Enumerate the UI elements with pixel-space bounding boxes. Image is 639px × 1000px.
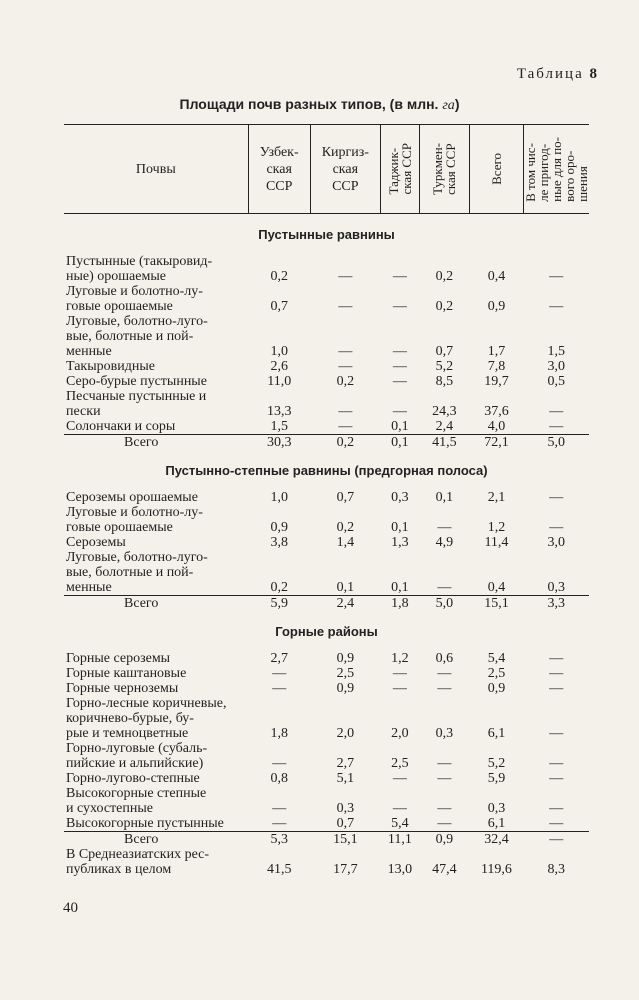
col-header-kyrgyz: Киргиз- ская ССР	[310, 125, 380, 214]
value-cell: —	[549, 269, 564, 284]
soil-name-cell: Всего	[64, 435, 248, 451]
value-cell: 0,2	[336, 520, 355, 535]
value-cell: 5,4	[391, 816, 409, 831]
value-cell: 37,6	[484, 404, 509, 419]
table-row	[64, 666, 589, 681]
value-cell: 7,8	[487, 359, 506, 374]
value-cell: —	[549, 771, 564, 786]
table-row	[64, 535, 589, 550]
value-cell: 0,3	[547, 580, 565, 595]
section-title: Пустынные равнины	[258, 226, 395, 242]
soil-name-cell: Такыровидные	[66, 359, 155, 374]
value-cell: —	[437, 520, 452, 535]
section-header-row	[64, 450, 589, 490]
section-header-row	[64, 214, 589, 255]
caption-number: 8	[589, 66, 597, 82]
section-total-row	[64, 435, 589, 451]
soil-name-cell: Высокогорные степные и сухостепные	[66, 786, 207, 816]
value-cell: 0,6	[435, 651, 454, 666]
value-cell: 8,3	[547, 862, 565, 877]
value-cell: 2,6	[270, 359, 288, 374]
value-cell: 0,8	[270, 771, 288, 786]
value-cell: —	[549, 299, 564, 314]
value-cell: —	[392, 299, 407, 314]
value-cell: 2,0	[391, 726, 409, 741]
section-title: Горные районы	[275, 623, 378, 639]
value-cell: 0,1	[391, 419, 409, 434]
value-cell: —	[392, 359, 407, 374]
value-cell: 1,5	[547, 344, 565, 359]
value-cell: —	[549, 419, 564, 434]
value-cell: 11,0	[267, 374, 292, 389]
value-cell: 41,5	[419, 435, 469, 451]
value-cell: —	[549, 801, 564, 816]
value-cell: —	[338, 419, 353, 434]
value-cell: 0,7	[336, 490, 355, 505]
col-header-total: Всего	[469, 125, 523, 214]
value-cell: 3,0	[547, 535, 565, 550]
col-header-uzbek: Узбек- ская ССР	[248, 125, 310, 214]
value-cell: —	[437, 666, 452, 681]
table-row	[64, 419, 589, 435]
value-cell: —	[272, 681, 287, 696]
table-row	[64, 681, 589, 696]
value-cell: 4,9	[435, 535, 454, 550]
value-cell: 0,3	[391, 490, 409, 505]
value-cell: —	[437, 681, 452, 696]
value-cell: 17,7	[333, 862, 358, 877]
value-cell: 2,0	[336, 726, 355, 741]
table-row	[64, 359, 589, 374]
value-cell: 1,0	[270, 490, 288, 505]
value-cell: 0,9	[419, 832, 469, 848]
value-cell: 0,1	[391, 580, 409, 595]
value-cell: 0,9	[487, 681, 506, 696]
value-cell: 13,0	[387, 862, 413, 877]
table-title	[0, 96, 639, 114]
value-cell: 5,0	[419, 596, 469, 612]
soil-name-cell: Горно-лугово-степные	[66, 771, 200, 786]
value-cell: 2,7	[336, 756, 355, 771]
table-row	[64, 816, 589, 832]
soil-name-cell: Горные каштановые	[66, 666, 187, 681]
grand-total-row	[64, 847, 589, 877]
soil-name-cell: Сероземы	[66, 535, 126, 550]
value-cell: —	[437, 771, 452, 786]
col-header-turkmen: Туркмен- ская ССР	[419, 125, 469, 214]
value-cell: 0,1	[435, 490, 454, 505]
table-row	[64, 505, 589, 535]
soil-name-cell: Луговые, болотно-луго- вые, болотные и пой- менные	[66, 550, 208, 595]
value-cell: 1,0	[270, 344, 288, 359]
value-cell: —	[392, 404, 407, 419]
value-cell: —	[549, 666, 564, 681]
value-cell: —	[392, 374, 407, 389]
value-cell: 32,4	[469, 832, 523, 848]
value-cell: —	[549, 756, 564, 771]
value-cell: —	[272, 801, 287, 816]
value-cell: —	[392, 681, 407, 696]
soil-name-cell: Всего	[64, 832, 248, 848]
value-cell: 47,4	[432, 862, 457, 877]
value-cell: 5,1	[336, 771, 355, 786]
value-cell: 3,8	[270, 535, 288, 550]
value-cell: —	[549, 681, 564, 696]
value-cell: 0,4	[487, 580, 506, 595]
table-row	[64, 314, 589, 359]
title-close: )	[454, 96, 460, 112]
value-cell: 0,7	[336, 816, 355, 831]
soil-name-cell: В Среднеазиатских рес- публиках в целом	[66, 847, 210, 877]
title-main: Площади почв разных типов, (в млн.	[179, 96, 439, 112]
col-header-irrigable: В том чис- ле пригод- ные для по- вого оро- шения	[523, 125, 589, 214]
value-cell: 1,2	[487, 520, 506, 535]
soil-name-cell: Луговые, болотно-луго- вые, болотные и пой- менные	[66, 314, 208, 359]
table-row	[64, 550, 589, 596]
value-cell: —	[392, 771, 407, 786]
caption-word: Таблица	[516, 66, 584, 82]
value-cell: —	[272, 756, 287, 771]
value-cell: —	[549, 816, 564, 831]
value-cell: 2,4	[435, 419, 454, 434]
value-cell: 0,2	[310, 435, 380, 451]
value-cell: 5,3	[248, 832, 310, 848]
value-cell: —	[338, 359, 353, 374]
section-title: Пустынно-степные равнины (предгорная полоса)	[165, 462, 488, 478]
soil-name-cell: Песчаные пустынные и пески	[66, 389, 207, 419]
value-cell: —	[437, 580, 452, 595]
value-cell: 5,2	[487, 756, 506, 771]
page-number: 40	[63, 900, 78, 916]
soil-name-cell: Горные черноземы	[66, 681, 179, 696]
value-cell: —	[437, 816, 452, 831]
value-cell: 5,2	[435, 359, 454, 374]
soil-name-cell: Сероземы орошаемые	[66, 490, 198, 505]
soil-name-cell: Луговые и болотно-лу- говые орошаемые	[66, 505, 203, 535]
value-cell: 2,5	[336, 666, 355, 681]
table-row	[64, 651, 589, 666]
value-cell: 0,3	[487, 801, 506, 816]
value-cell: 0,2	[435, 299, 454, 314]
value-cell: —	[549, 520, 564, 535]
value-cell: —	[549, 404, 564, 419]
value-cell: 0,3	[435, 726, 454, 741]
table-row	[64, 389, 589, 419]
value-cell: —	[338, 269, 353, 284]
table-row	[64, 696, 589, 741]
value-cell: 1,7	[487, 344, 506, 359]
col-header-tajik: Таджик- ская ССР	[380, 125, 419, 214]
value-cell: 0,7	[270, 299, 288, 314]
value-cell: 0,3	[336, 801, 355, 816]
value-cell: —	[392, 269, 407, 284]
value-cell: —	[437, 801, 452, 816]
value-cell: —	[549, 726, 564, 741]
value-cell: 24,3	[432, 404, 457, 419]
value-cell: 4,0	[487, 419, 506, 434]
value-cell: 0,2	[435, 269, 454, 284]
value-cell: 0,9	[270, 520, 288, 535]
value-cell: —	[338, 404, 353, 419]
table-caption	[517, 66, 597, 83]
table-row	[64, 490, 589, 505]
value-cell: 6,1	[487, 816, 506, 831]
soil-name-cell: Пустынные (такыровид- ные) орошаемые	[66, 254, 213, 284]
table-row	[64, 284, 589, 314]
value-cell: —	[338, 344, 353, 359]
value-cell: 5,9	[487, 771, 506, 786]
value-cell: 0,2	[336, 374, 355, 389]
value-cell: —	[272, 816, 287, 831]
value-cell: 2,1	[487, 490, 506, 505]
soil-name-cell: Всего	[64, 596, 248, 612]
value-cell: 0,2	[270, 269, 288, 284]
table-header-row	[64, 125, 589, 214]
value-cell: 3,3	[523, 596, 589, 612]
value-cell: 15,1	[469, 596, 523, 612]
soil-area-table	[64, 124, 589, 877]
value-cell: 13,3	[266, 404, 292, 419]
value-cell: —	[549, 651, 564, 666]
value-cell: 1,8	[270, 726, 288, 741]
value-cell: 0,9	[336, 651, 355, 666]
value-cell: —	[272, 666, 287, 681]
value-cell: 1,3	[391, 535, 409, 550]
value-cell: 3,0	[547, 359, 565, 374]
value-cell: 41,5	[266, 862, 292, 877]
value-cell: 15,1	[310, 832, 380, 848]
value-cell: 0,4	[487, 269, 506, 284]
col-header-soils: Почвы	[64, 125, 248, 214]
table-row	[64, 254, 589, 284]
section-total-row	[64, 596, 589, 612]
soil-name-cell: Серо-бурые пустынные	[66, 374, 207, 389]
value-cell: 0,1	[380, 435, 419, 451]
value-cell: 1,2	[391, 651, 409, 666]
value-cell: 11,1	[380, 832, 419, 848]
value-cell: 0,7	[435, 344, 454, 359]
value-cell: 1,5	[270, 419, 288, 434]
value-cell: 11,4	[484, 535, 509, 550]
value-cell: 0,5	[547, 374, 565, 389]
soil-name-cell: Луговые и болотно-лу- говые орошаемые	[66, 284, 203, 314]
title-unit: га	[442, 98, 455, 113]
value-cell: 1,8	[380, 596, 419, 612]
value-cell: —	[523, 832, 589, 848]
value-cell: 5,0	[523, 435, 589, 451]
value-cell: 0,2	[270, 580, 288, 595]
value-cell: 19,7	[484, 374, 509, 389]
value-cell: 30,3	[248, 435, 310, 451]
table-row	[64, 374, 589, 389]
soil-name-cell: Высокогорные пустынные	[66, 816, 224, 831]
value-cell: 72,1	[469, 435, 523, 451]
value-cell: —	[338, 299, 353, 314]
soil-name-cell: Горные сероземы	[66, 651, 171, 666]
value-cell: 0,1	[336, 580, 355, 595]
value-cell: 0,9	[336, 681, 355, 696]
value-cell: 2,7	[270, 651, 288, 666]
table-row	[64, 771, 589, 786]
value-cell: —	[392, 344, 407, 359]
soil-name-cell: Горно-лесные коричневые, коричнево-бурые, бу- рые и темноцветные	[66, 696, 227, 741]
value-cell: 0,1	[391, 520, 409, 535]
value-cell: 5,4	[487, 651, 506, 666]
value-cell: 1,4	[336, 535, 355, 550]
value-cell: 6,1	[487, 726, 506, 741]
value-cell: 119,6	[480, 862, 512, 877]
table-row	[64, 741, 589, 771]
soil-name-cell: Солончаки и соры	[66, 419, 176, 434]
value-cell: —	[437, 756, 452, 771]
soil-name-cell: Горно-луговые (субаль- пийские и альпийские)	[66, 741, 208, 771]
value-cell: —	[392, 801, 407, 816]
value-cell: 0,9	[487, 299, 506, 314]
value-cell: 2,5	[487, 666, 506, 681]
section-header-row	[64, 611, 589, 651]
value-cell: 5,9	[248, 596, 310, 612]
value-cell: 2,5	[391, 756, 409, 771]
value-cell: 8,5	[435, 374, 454, 389]
value-cell: —	[392, 666, 407, 681]
value-cell: —	[549, 490, 564, 505]
value-cell: 2,4	[310, 596, 380, 612]
section-total-row	[64, 832, 589, 848]
table-row	[64, 786, 589, 816]
